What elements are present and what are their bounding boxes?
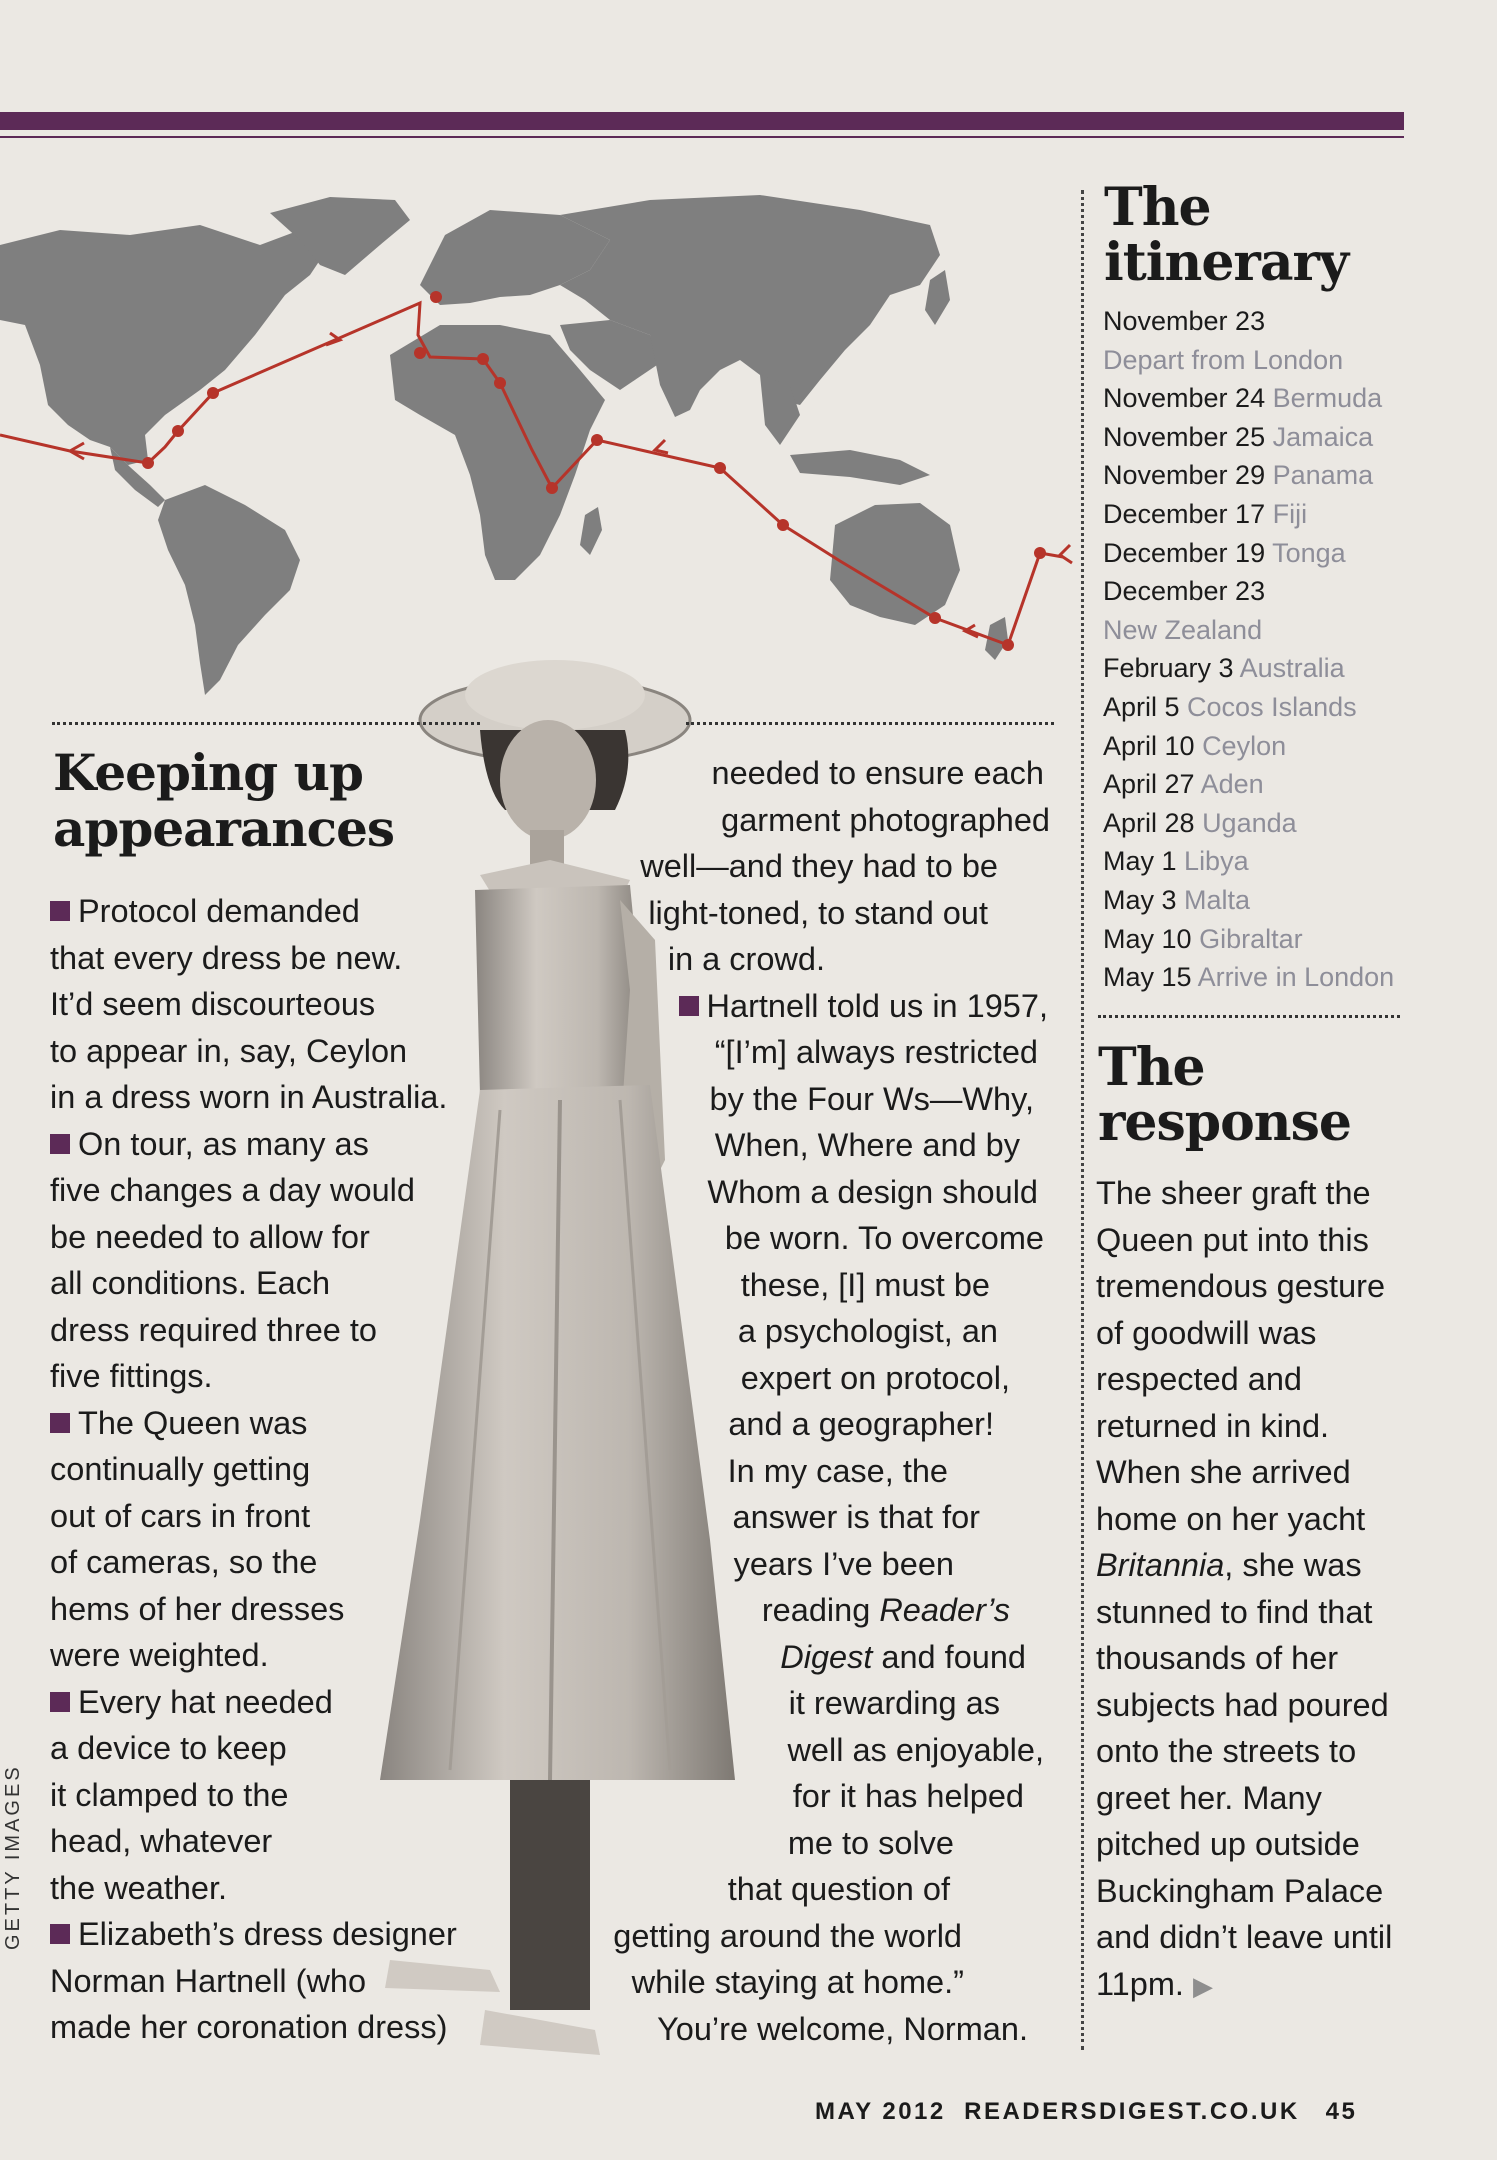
- line-text: and a geographer!: [728, 1406, 994, 1442]
- text-line: [430, 1866, 1050, 1913]
- line-text: getting around the world: [613, 1917, 962, 1954]
- line-text: me to solve: [787, 1824, 954, 1861]
- itinerary-date: April 5: [1103, 691, 1180, 722]
- line-text: that every dress be new.: [50, 939, 403, 976]
- itinerary-item: [1103, 302, 1423, 341]
- stop-marker: [714, 462, 726, 474]
- text-line: [430, 1448, 1050, 1495]
- bullet-square-icon: [679, 996, 699, 1016]
- page-number: 45: [1325, 2098, 1358, 2125]
- itinerary-item: [1103, 611, 1423, 650]
- itinerary-item: [1103, 379, 1423, 418]
- response-text: , she was stunned to find that thousands of her subjects had poured onto the streets to greet her. Many pitched up outside Buckingham Palace and didn’t leave until 11pm.: [1096, 1547, 1393, 2002]
- issue-date: MAY 2012: [815, 2098, 946, 2125]
- line-text: Every hat needed: [78, 1683, 333, 1720]
- text-line: [50, 1772, 457, 1819]
- line-text: five changes a day would: [50, 1172, 415, 1208]
- tour-route-map: [0, 185, 1090, 715]
- text-line: [430, 1122, 1050, 1169]
- itinerary-place: Bermuda: [1272, 383, 1383, 414]
- appearances-column-left: [50, 888, 457, 2051]
- text-line: [50, 1121, 457, 1168]
- itinerary-item: [1103, 572, 1423, 611]
- stop-marker: [172, 425, 184, 437]
- line-text: dress required three to: [50, 1311, 377, 1348]
- bullet-square-icon: [50, 1134, 70, 1154]
- column-separator: [1081, 190, 1084, 2050]
- text-line: [50, 2004, 457, 2051]
- indonesia: [790, 450, 930, 485]
- stop-marker: [546, 482, 558, 494]
- itinerary-date: April 10: [1103, 730, 1195, 761]
- text-line: [50, 1353, 457, 1400]
- itinerary-date: May 10: [1103, 923, 1192, 954]
- text-line: [430, 1727, 1050, 1774]
- line-text: Elizabeth’s dress designer: [78, 1916, 457, 1952]
- itinerary-place: Depart from London: [1103, 344, 1344, 375]
- text-line: [430, 936, 1050, 983]
- line-text: well as enjoyable,: [787, 1731, 1044, 1768]
- text-line: [430, 1169, 1050, 1216]
- stop-marker: [414, 347, 426, 359]
- text-line: [430, 1634, 1050, 1681]
- line-text: Norman Hartnell (who: [50, 1962, 367, 1999]
- text-line: [50, 1307, 457, 1354]
- appearances-title: Keeping up appearances: [53, 743, 395, 858]
- text-line: [430, 1076, 1050, 1123]
- line-text: these, [I] must be: [740, 1266, 990, 1303]
- itinerary-place: Panama: [1272, 460, 1374, 491]
- itinerary-date: February 3: [1103, 653, 1234, 684]
- line-text: On tour, as many as: [78, 1125, 369, 1162]
- section-divider: [1098, 1015, 1400, 1018]
- line-text: in a crowd.: [667, 941, 825, 977]
- line-text: You’re welcome, Norman.: [657, 2010, 1028, 2047]
- text-line: [50, 1632, 457, 1679]
- itinerary-place: Fiji: [1272, 498, 1308, 529]
- text-line: [50, 1074, 457, 1121]
- route-arrow: [1060, 545, 1072, 563]
- continue-arrow-icon: ▶: [1192, 1970, 1213, 2001]
- text-line: [430, 1215, 1050, 1262]
- text-line: [430, 1959, 1050, 2006]
- itinerary-place: New Zealand: [1103, 614, 1263, 645]
- text-line: [50, 1260, 457, 1307]
- line-text: reading: [761, 1592, 880, 1628]
- header-rule: [0, 136, 1404, 138]
- text-line: [430, 750, 1050, 797]
- text-line: [430, 1680, 1050, 1727]
- itinerary-place: Ceylon: [1202, 730, 1287, 761]
- itinerary-place: Aden: [1200, 769, 1264, 800]
- itinerary-place: Australia: [1239, 653, 1345, 684]
- itinerary-date: May 15: [1103, 962, 1192, 993]
- itinerary-item: [1103, 765, 1423, 804]
- magazine-name: Digest: [780, 1638, 873, 1675]
- text-line: [430, 1308, 1050, 1355]
- stop-marker: [591, 434, 603, 446]
- itinerary-place: Arrive in London: [1197, 962, 1395, 993]
- line-text: by the Four Ws—Why,: [709, 1080, 1034, 1117]
- itinerary-item: [1103, 688, 1423, 727]
- stop-marker: [929, 612, 941, 624]
- line-text: in a dress worn in Australia.: [50, 1079, 448, 1115]
- stop-marker: [1034, 547, 1046, 559]
- text-line: [430, 1355, 1050, 1402]
- itinerary-item: [1103, 920, 1423, 959]
- line-text: be worn. To overcome: [724, 1220, 1044, 1256]
- text-line: [430, 1820, 1050, 1867]
- magazine-name: Reader’s: [879, 1592, 1010, 1628]
- line-text: Protocol demanded: [78, 893, 360, 929]
- line-text: answer is that for: [732, 1499, 980, 1535]
- text-line: [50, 1028, 457, 1075]
- bullet-square-icon: [50, 1692, 70, 1712]
- stop-marker: [494, 377, 506, 389]
- text-line: [50, 1539, 457, 1586]
- itinerary-date: December 23: [1103, 576, 1266, 607]
- header-bar: [0, 112, 1404, 130]
- text-line: [50, 1214, 457, 1261]
- itinerary-date: December 19: [1103, 537, 1266, 568]
- itinerary-date: April 27: [1103, 769, 1195, 800]
- itinerary-date: May 1: [1103, 846, 1177, 877]
- bullet-square-icon: [50, 901, 70, 921]
- text-line: [430, 1541, 1050, 1588]
- appearances-column-right: [430, 750, 1050, 2052]
- itinerary-date: May 3: [1103, 884, 1177, 915]
- text-line: [50, 1958, 457, 2005]
- line-text: a psychologist, an: [737, 1313, 998, 1349]
- line-text: It’d seem discourteous: [50, 986, 376, 1022]
- australia: [830, 503, 960, 625]
- itinerary-place: Tonga: [1272, 537, 1346, 568]
- text-line: [430, 1029, 1050, 1076]
- line-text: light-toned, to stand out: [648, 894, 988, 931]
- line-text: and found: [872, 1638, 1026, 1675]
- line-text: made her coronation dress): [50, 2009, 448, 2045]
- line-text: needed to ensure each: [711, 755, 1044, 791]
- itinerary-date: November 29: [1103, 460, 1266, 491]
- bullet-square-icon: [50, 1924, 70, 1944]
- website: READERSDIGEST.CO.UK: [964, 2098, 1300, 2125]
- line-text: head, whatever: [50, 1823, 273, 1859]
- text-line: [430, 843, 1050, 890]
- world-landmasses: [0, 195, 1008, 695]
- line-text: When, Where and by: [714, 1127, 1020, 1163]
- itinerary-place: Jamaica: [1272, 421, 1374, 452]
- line-text: Hartnell told us in 1957,: [706, 987, 1048, 1024]
- itinerary-place: Gibraltar: [1199, 923, 1303, 954]
- itinerary-date: December 17: [1103, 498, 1266, 529]
- hat-crown: [465, 660, 645, 730]
- itinerary-place: Cocos Islands: [1187, 691, 1357, 722]
- line-text: continually getting: [50, 1451, 311, 1487]
- line-text: years I’ve been: [733, 1545, 954, 1582]
- madagascar: [580, 507, 602, 555]
- line-text: for it has helped: [792, 1778, 1024, 1814]
- photo-credit: GETTY IMAGES: [2, 1764, 24, 1950]
- line-text: In my case, the: [727, 1452, 948, 1489]
- text-line: [50, 1493, 457, 1540]
- line-text: hems of her dresses: [50, 1590, 345, 1627]
- itinerary-item: [1103, 727, 1423, 766]
- text-line: [430, 2006, 1050, 2053]
- line-text: out of cars in front: [50, 1497, 311, 1534]
- stop-marker: [142, 457, 154, 469]
- itinerary-item: [1103, 804, 1423, 843]
- text-line: [50, 1446, 457, 1493]
- route-arrow: [326, 333, 340, 345]
- line-text: five fittings.: [50, 1358, 213, 1394]
- text-line: [430, 1773, 1050, 1820]
- text-line: [430, 1262, 1050, 1309]
- stop-marker: [477, 353, 489, 365]
- section-divider: [686, 722, 1054, 725]
- itinerary-place: Malta: [1184, 884, 1251, 915]
- text-line: [430, 983, 1050, 1030]
- line-text: be needed to allow for: [50, 1218, 370, 1255]
- itinerary-item: [1103, 958, 1423, 997]
- text-line: [50, 1679, 457, 1726]
- line-text: The Queen was: [78, 1404, 308, 1441]
- itinerary-date: November 23: [1103, 306, 1266, 336]
- itinerary-place: Libya: [1184, 846, 1249, 877]
- line-text: that question of: [727, 1871, 950, 1907]
- text-line: [430, 797, 1050, 844]
- page-footer: [815, 2098, 1357, 2126]
- text-line: [50, 888, 457, 935]
- line-text: garment photographed: [721, 801, 1050, 838]
- text-line: [50, 1167, 457, 1214]
- bullet-square-icon: [50, 1413, 70, 1433]
- line-text: all conditions. Each: [50, 1265, 331, 1301]
- north-america: [0, 225, 330, 465]
- itinerary-item: [1103, 534, 1423, 573]
- response-body: [1096, 1170, 1406, 2009]
- text-line: [50, 1586, 457, 1633]
- text-line: [430, 890, 1050, 937]
- itinerary-item: [1103, 456, 1423, 495]
- stop-marker: [430, 291, 442, 303]
- text-line: [50, 1865, 457, 1912]
- text-line: [50, 935, 457, 982]
- line-text: “[I’m] always restricted: [714, 1034, 1038, 1070]
- text-line: [50, 981, 457, 1028]
- line-text: it rewarding as: [788, 1685, 1000, 1721]
- line-text: the weather.: [50, 1869, 228, 1906]
- text-line: [430, 1494, 1050, 1541]
- south-america: [158, 485, 300, 695]
- text-line: [50, 1725, 457, 1772]
- line-text: while staying at home.”: [631, 1964, 964, 2000]
- response-text: The sheer graft the Queen put into this tremendous gesture of goodwill was respected and returned in kind. When she arrived home on her yacht: [1096, 1175, 1386, 1537]
- line-text: to appear in, say, Ceylon: [50, 1032, 408, 1069]
- text-line: [430, 1913, 1050, 1960]
- itinerary-date: April 28: [1103, 807, 1195, 838]
- section-divider: [52, 722, 480, 725]
- line-text: were weighted.: [50, 1637, 269, 1673]
- itinerary-item: [1103, 649, 1423, 688]
- itinerary-item: [1103, 842, 1423, 881]
- line-text: expert on protocol,: [740, 1359, 1010, 1396]
- route-arrow: [655, 440, 668, 453]
- text-line: [50, 1911, 457, 1958]
- response-title: The response: [1098, 1037, 1351, 1153]
- line-text: well—and they had to be: [640, 848, 998, 884]
- stop-marker: [1002, 639, 1014, 651]
- itinerary-item: [1103, 881, 1423, 920]
- stop-marker: [207, 387, 219, 399]
- line-text: Whom a design should: [707, 1173, 1038, 1210]
- itinerary-list: [1103, 302, 1423, 997]
- itinerary-item: [1103, 341, 1423, 380]
- yacht-name: Britannia: [1096, 1547, 1225, 1583]
- africa: [390, 325, 605, 580]
- itinerary-item: [1103, 495, 1423, 534]
- stop-marker: [777, 519, 789, 531]
- line-text: it clamped to the: [50, 1776, 289, 1813]
- itinerary-date: November 24: [1103, 383, 1266, 414]
- text-line: [430, 1587, 1050, 1634]
- japan: [925, 270, 950, 325]
- itinerary-place: Uganda: [1202, 807, 1297, 838]
- text-line: [50, 1400, 457, 1447]
- itinerary-title: The itinerary: [1104, 177, 1349, 293]
- line-text: a device to keep: [50, 1730, 287, 1766]
- text-line: [430, 1401, 1050, 1448]
- line-text: of cameras, so the: [50, 1544, 318, 1580]
- itinerary-item: [1103, 418, 1423, 457]
- text-line: [50, 1818, 457, 1865]
- itinerary-date: November 25: [1103, 421, 1266, 452]
